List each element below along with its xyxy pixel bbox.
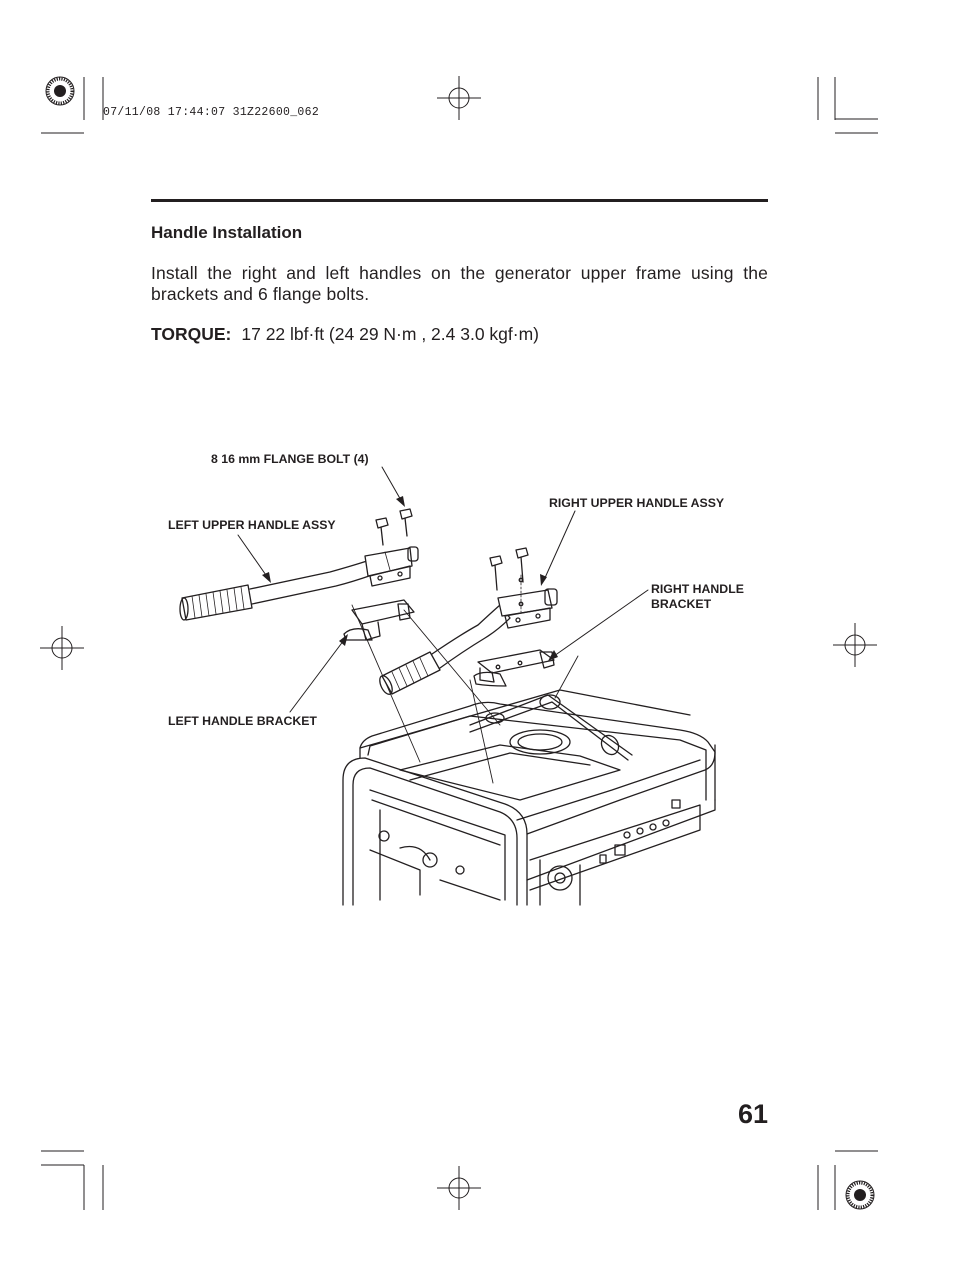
left-handle-bracket-label: LEFT HANDLE BRACKET bbox=[168, 714, 317, 728]
flange-bolts-right bbox=[490, 548, 528, 590]
page-number: 61 bbox=[738, 1099, 769, 1129]
left-upper-handle-illustration bbox=[180, 547, 418, 620]
right-upper-handle-label: RIGHT UPPER HANDLE ASSY bbox=[549, 496, 725, 510]
section-title: Handle Installation bbox=[151, 223, 303, 242]
right-upper-handle-illustration bbox=[377, 575, 557, 696]
torque-value: 17 22 lbf·ft (24 29 N·m , 2.4 3.0 kgf·m) bbox=[241, 324, 539, 344]
upper-frame-brace bbox=[470, 695, 632, 760]
right-handle-bracket-illustration bbox=[474, 650, 554, 686]
right-handle-bracket-label bbox=[651, 582, 744, 612]
right-handle-bracket-label-line1: RIGHT HANDLE bbox=[651, 582, 744, 596]
flange-bolt-label: 8 16 mm FLANGE BOLT (4) bbox=[211, 452, 369, 466]
generator-frame bbox=[343, 690, 715, 905]
print-stamp: 07/11/08 17:44:07 31Z22600_062 bbox=[103, 106, 320, 119]
instruction-text: Install the right and left handles on the generator upper frame using the brackets and 6 flange bolts. bbox=[151, 263, 768, 304]
left-upper-handle-label: LEFT UPPER HANDLE ASSY bbox=[168, 518, 336, 532]
left-handle-bracket-illustration bbox=[344, 600, 414, 640]
flange-bolts-left bbox=[376, 509, 412, 545]
right-handle-bracket-label-line2: BRACKET bbox=[651, 597, 712, 611]
torque-label: TORQUE: bbox=[151, 324, 232, 344]
